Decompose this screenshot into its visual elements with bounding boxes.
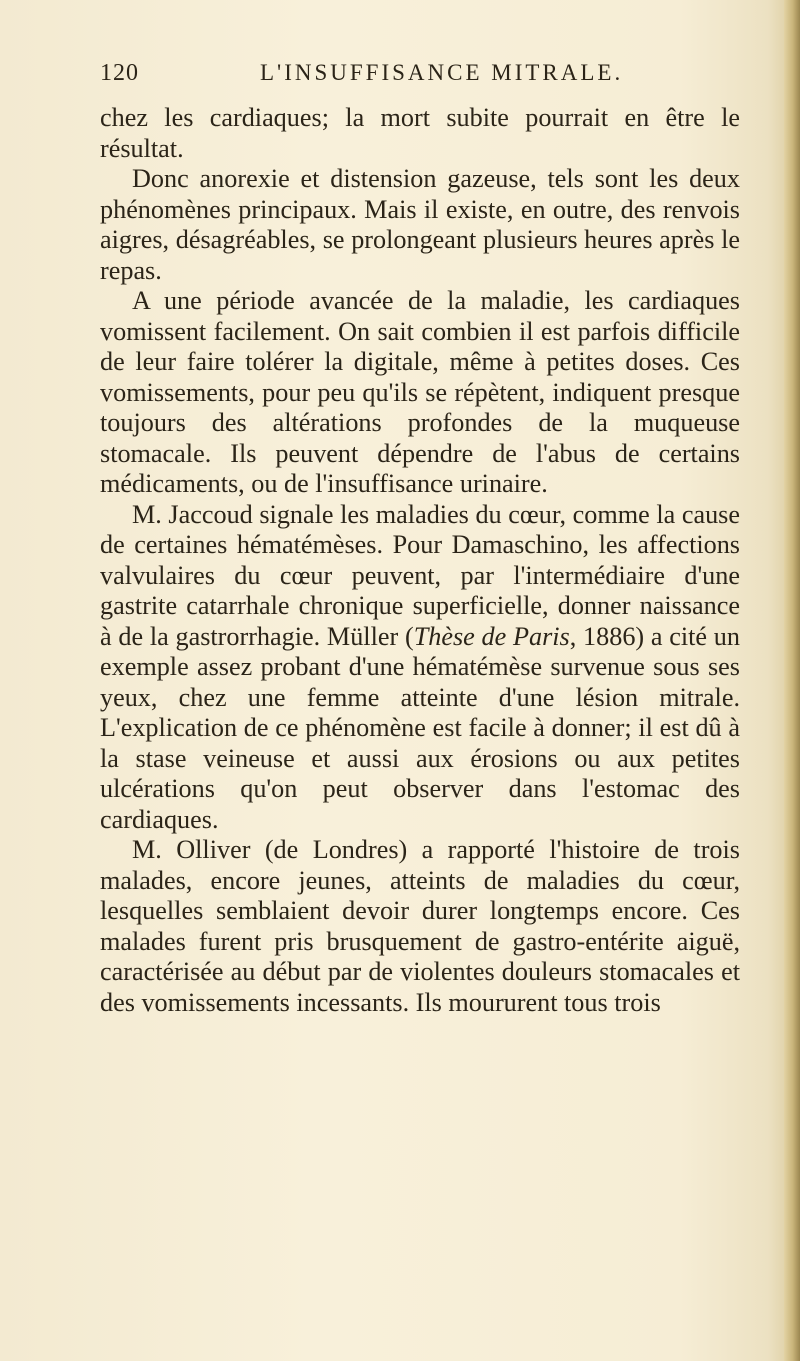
running-head (100, 60, 740, 90)
body-text (100, 103, 740, 1018)
running-title: L'INSUFFISANCE MITRALE. (260, 60, 624, 85)
citation-these-de-paris: Thèse de Paris (413, 621, 570, 651)
page-binding-edge (784, 0, 800, 1361)
paragraph-continuation: chez les cardiaques; la mort subite pourrait en être le résultat. (100, 103, 740, 163)
paragraph-olliver: M. Olliver (de Londres) a rapporté l'histoire de trois malades, encore jeunes, atteints de maladies du cœur, lesquelles semblaient devoir durer longtemps encore. Ces malades furent pris brusquement de gastro-entérite aiguë, caractérisée au début par de violentes douleurs stomacales et des vomissements incessants. Ils moururent tous trois (100, 835, 740, 1017)
page-number: 120 (100, 60, 139, 86)
paragraph-jaccoud-end: , 1886) a cité un exemple assez probant d'une hématémèse survenue sous ses yeux, chez une femme atteinte d'une lésion mitrale. L'explication de ce phénomène est facile à donner; il est dû à la stase veineuse et aussi aux érosions ou aux petites ulcérations qu'on peut observer dans l'estomac des cardiaques. (100, 621, 740, 834)
paragraph-anorexie: Donc anorexie et distension gazeuse, tels sont les deux phénomènes principaux. Mais il existe, en outre, des renvois aigres, désagréables, se prolongeant plusieurs heures après le repas. (100, 164, 740, 285)
paragraph-jaccoud (100, 500, 740, 836)
paragraph-vomissements: A une période avancée de la maladie, les cardiaques vomissent facilement. On sait combien il est parfois difficile de leur faire tolérer la digitale, même à petites doses. Ces vomissements, pour peu qu'ils se répètent, indiquent presque toujours des altérations profondes de la muqueuse stomacale. Ils peuvent dépendre de l'abus de certains médicaments, ou de l'insuffisance urinaire. (100, 286, 740, 498)
paragraph-jaccoud-start: M. Jaccoud signale les maladies du cœur, comme la cause de certaines hématémèses. Pour Damaschino, les affections valvulaires du cœur peuvent, par l'intermédiaire d'une gastrite catarrhale chronique superficielle, donner naissance à de la gastrorrhagie. Müller ( (100, 499, 740, 651)
